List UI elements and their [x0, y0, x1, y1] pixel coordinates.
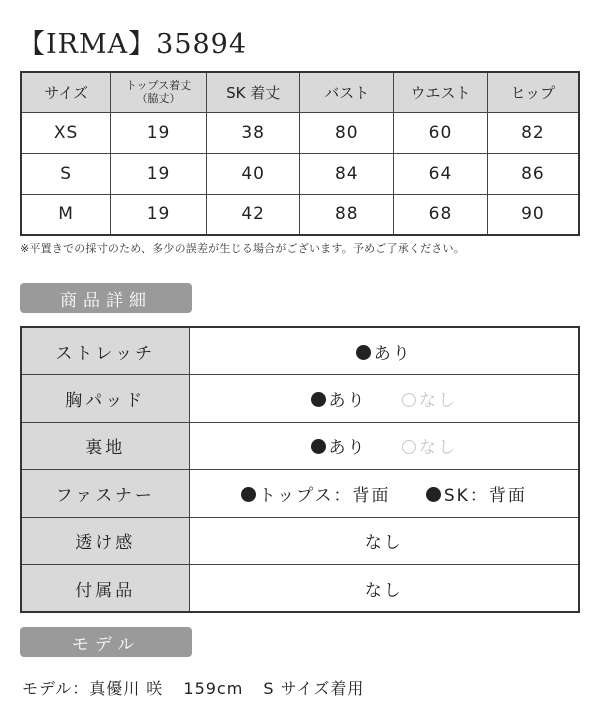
table-cell: XS	[21, 112, 111, 153]
table-cell: 60	[394, 112, 488, 153]
empty-circle-icon	[402, 393, 416, 407]
detail-label: ストレッチ	[21, 327, 189, 375]
section-label-details: 商品詳細	[20, 283, 192, 313]
option-selected	[311, 386, 367, 411]
filled-circle-icon	[311, 439, 326, 454]
table-cell: 86	[487, 153, 579, 194]
table-cell: 38	[206, 112, 300, 153]
option-text: あり	[328, 438, 367, 459]
option-text: なし	[418, 390, 457, 411]
header-waist: ウエスト	[394, 72, 488, 112]
header-hip: ヒップ	[487, 72, 579, 112]
table-cell: M	[21, 194, 111, 235]
detail-row-accessories	[21, 565, 579, 613]
detail-label: 胸パッド	[21, 375, 189, 423]
table-cell: 88	[300, 194, 394, 235]
filled-circle-icon	[426, 487, 441, 502]
detail-label: ファスナー	[21, 470, 189, 518]
size-table-header-row	[21, 72, 579, 112]
header-skirt-length: SK 着丈	[206, 72, 300, 112]
size-table	[20, 71, 580, 236]
detail-value	[189, 375, 579, 423]
detail-row-sheerness	[21, 517, 579, 565]
header-size: サイズ	[21, 72, 111, 112]
table-cell: 90	[487, 194, 579, 235]
option-selected	[311, 433, 367, 458]
table-cell: 80	[300, 112, 394, 153]
detail-row-lining	[21, 422, 579, 470]
detail-value: なし	[189, 565, 579, 613]
model-name: モデル：真優川 咲	[22, 679, 164, 698]
option-text: なし	[418, 438, 457, 459]
model-info	[22, 676, 378, 699]
header-top-length-label: トップス着丈	[125, 79, 192, 93]
table-cell: 19	[111, 112, 207, 153]
option-text: あり	[328, 390, 367, 411]
table-cell: 19	[111, 153, 207, 194]
option-text: あり	[373, 343, 412, 364]
detail-value	[189, 327, 579, 375]
table-row	[21, 112, 579, 153]
table-cell: 84	[300, 153, 394, 194]
header-top-length	[111, 72, 207, 112]
option-text: SK：背面	[443, 485, 527, 506]
table-cell: 19	[111, 194, 207, 235]
option-unselected	[402, 433, 457, 458]
detail-table	[20, 326, 580, 613]
table-cell: 40	[206, 153, 300, 194]
detail-value	[189, 470, 579, 518]
table-cell: 42	[206, 194, 300, 235]
detail-row-stretch	[21, 327, 579, 375]
option-selected	[241, 481, 391, 506]
option-selected	[356, 339, 412, 364]
table-cell: 68	[394, 194, 488, 235]
filled-circle-icon	[311, 392, 326, 407]
table-row	[21, 153, 579, 194]
table-cell: 64	[394, 153, 488, 194]
detail-label: 付属品	[21, 565, 189, 613]
detail-label: 透け感	[21, 517, 189, 565]
header-bust: バスト	[300, 72, 394, 112]
detail-row-zipper	[21, 470, 579, 518]
table-cell: S	[21, 153, 111, 194]
model-height: 159cm	[183, 679, 244, 698]
detail-value: なし	[189, 517, 579, 565]
detail-label: 裏地	[21, 422, 189, 470]
empty-circle-icon	[402, 440, 416, 454]
table-row	[21, 194, 579, 235]
filled-circle-icon	[241, 487, 256, 502]
filled-circle-icon	[356, 345, 371, 360]
page-title: 【IRMA】35894	[18, 29, 248, 60]
detail-value	[189, 422, 579, 470]
model-size: S サイズ着用	[263, 679, 365, 698]
header-top-length-sub: （脇丈）	[136, 92, 181, 106]
option-selected	[426, 481, 527, 506]
measurement-note: ※平置きでの採寸のため、多少の誤差が生じる場合がございます。予めご了承ください。	[20, 242, 465, 255]
table-cell: 82	[487, 112, 579, 153]
section-label-model: モデル	[20, 627, 192, 657]
option-unselected	[402, 386, 457, 411]
option-text: トップス：背面	[258, 485, 391, 506]
detail-row-bust-pad	[21, 375, 579, 423]
